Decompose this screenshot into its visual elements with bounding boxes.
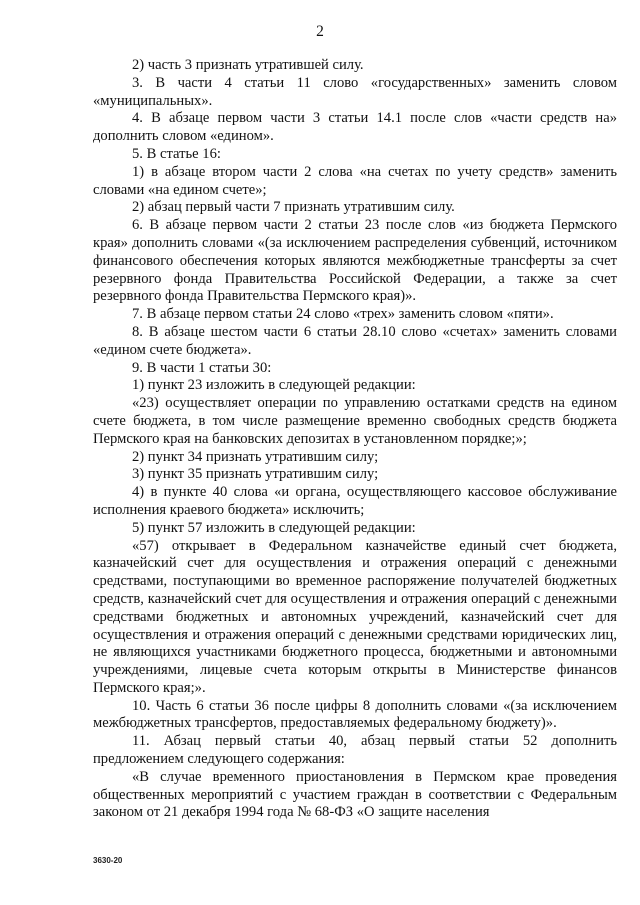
paragraph: 3. В части 4 статьи 11 слово «государственных» заменить словом «муниципальных». <box>93 74 617 109</box>
paragraph: 10. Часть 6 статьи 36 после цифры 8 дополнить словами «(за исключением межбюджетных трансфертов, предоставляемых федеральному бюджету)». <box>93 697 617 732</box>
paragraph: 2) абзац первый части 7 признать утратившим силу. <box>132 199 455 216</box>
paragraph: «57) открывает в Федеральном казначействе единый счет бюджета, казначейский счет для осуществления и отражения операций с денежными средствами, поступающими во временное распоряжение получателей бюджетных средств, казначейский счет для осуществления и отражения операций с денежными средствами бюджетных и автономных учреждений, казначейский счет для осуществления и отражения операций с денежными средствами юридических лиц, не являющихся участниками бюджетного процесса, бюджетными и автономными учреждениями, лицевые счета которым открыты в Министерстве финансов Пермского края;». <box>93 537 617 696</box>
paragraph: 1) пункт 23 изложить в следующей редакции: <box>132 377 416 394</box>
paragraph: 4) в пункте 40 слова «и органа, осуществляющего кассовое обслуживание исполнения краевого бюджета» исключить; <box>93 484 617 518</box>
document-code: 3630-20 <box>93 856 123 865</box>
paragraph: 3) пункт 35 признать утратившим силу; <box>132 466 379 483</box>
paragraph: 8. В абзаце шестом части 6 статьи 28.10 слово «счетах» заменить словами «едином счете бюджета». <box>93 323 617 358</box>
document-body <box>93 57 617 822</box>
paragraph: 2) часть 3 признать утратившей силу. <box>132 57 364 73</box>
paragraph: 4. В абзаце первом части 3 статьи 14.1 после слов «части средств на» дополнить словом «едином». <box>93 110 617 145</box>
page-number: 2 <box>316 23 324 40</box>
paragraph: 5) пункт 57 изложить в следующей редакции: <box>132 519 416 536</box>
paragraph: 6. В абзаце первом части 2 статьи 23 после слов «из бюджета Пермского края» дополнить словами «(за исключением распределения субвенций, источником финансового обеспечения которых являются межбюджетные трансферты за счет резервного фонда Правительства Российской Федерации, а также за счет резервного фонда Правительства Пермского края)». <box>93 217 617 305</box>
paragraph: 2) пункт 34 признать утратившим силу; <box>132 448 379 465</box>
paragraph: 5. В статье 16: <box>132 145 221 162</box>
paragraph: 7. В абзаце первом статьи 24 слово «трех» заменить словом «пяти». <box>132 306 554 323</box>
paragraph: 9. В части 1 статьи 30: <box>132 359 272 376</box>
paragraph: 1) в абзаце втором части 2 слова «на счетах по учету средств» заменить словами «на едином счете»; <box>93 163 617 198</box>
paragraph: 11. Абзац первый статьи 40, абзац первый статьи 52 дополнить предложением следующего содержания: <box>93 733 617 768</box>
paragraph: «23) осуществляет операции по управлению остатками средств на едином счете бюджета, в том числе размещение временно свободных средств бюджета Пермского края на банковских депозитах в установленном порядке;»; <box>93 395 617 447</box>
paragraph: «В случае временного приостановления в Пермском крае проведения общественных мероприятий с участием граждан в соответствии с Федеральным законом от 21 декабря 1994 года № 68-ФЗ «О защите населения <box>93 768 617 821</box>
